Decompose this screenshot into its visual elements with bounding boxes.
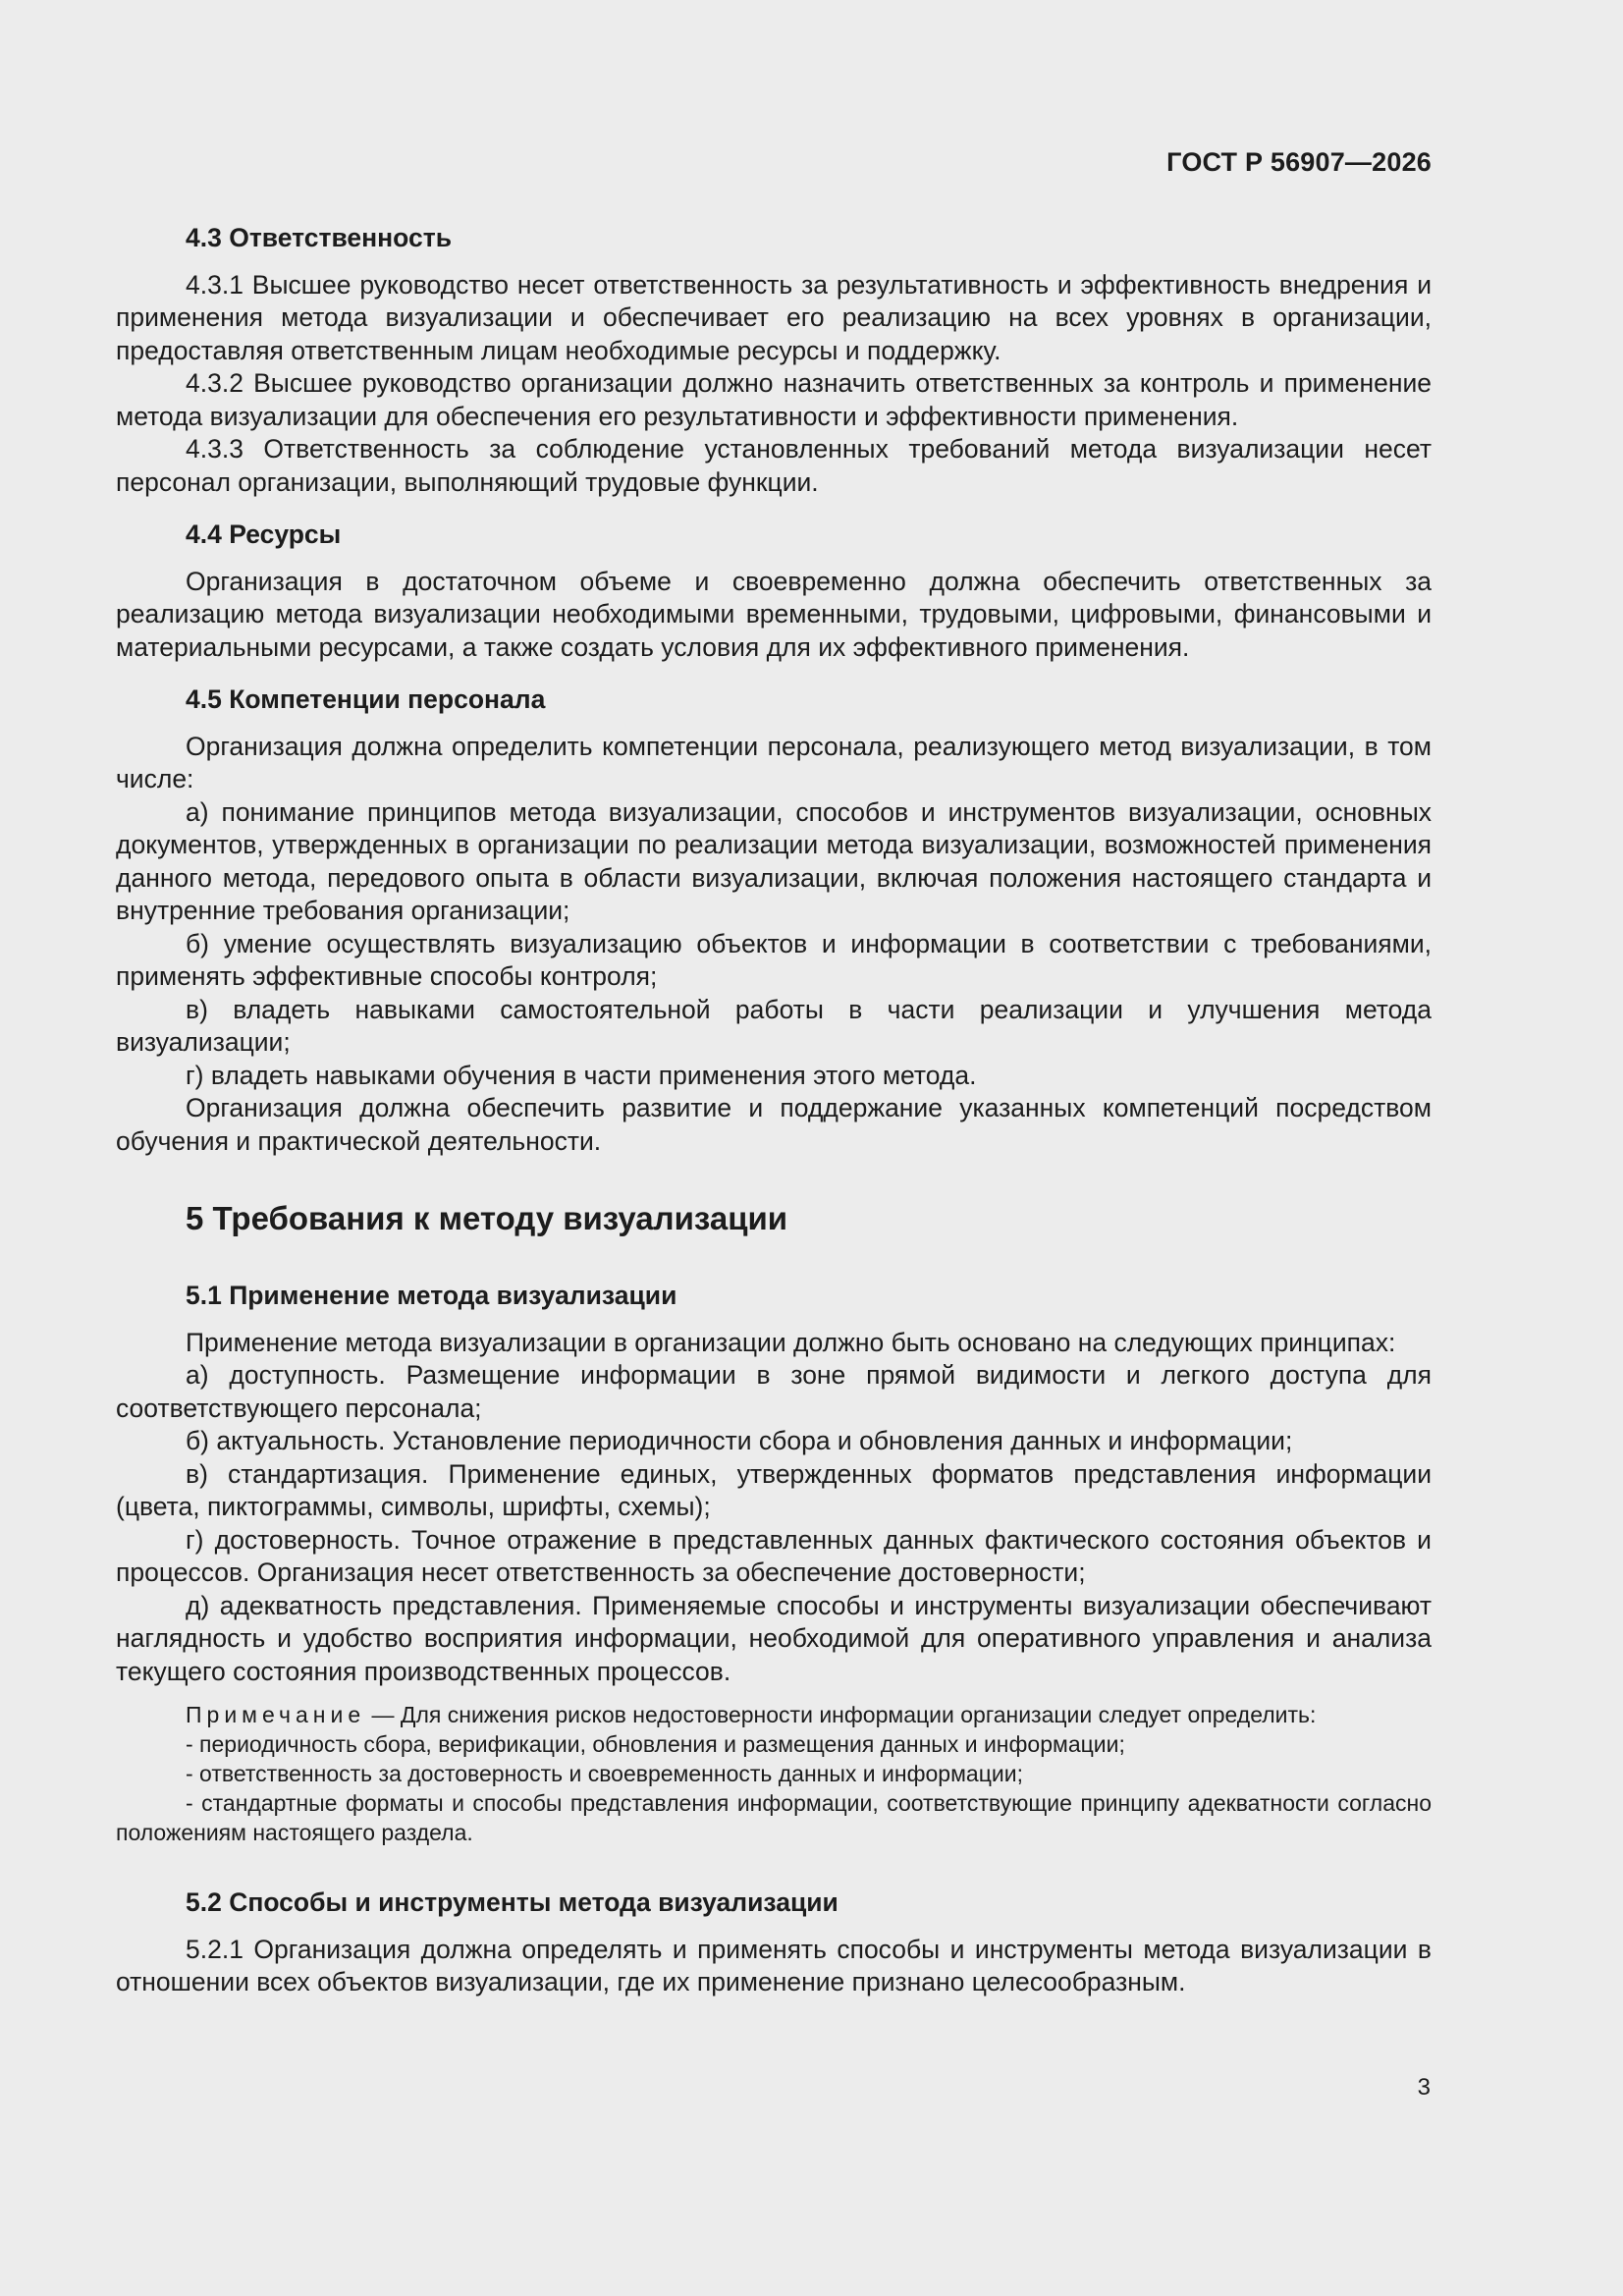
paragraph-4-5-intro: Организация должна определить компетенции персонала, реализующего метод визуализации, в том числе: <box>116 731 1432 793</box>
document-code-header: ГОСТ Р 56907—2026 <box>1166 147 1432 177</box>
paragraph-4-4: Организация в достаточном объеме и своевременно должна обеспечить ответственных за реализацию метода визуализации необходимыми временными, трудовыми, цифровыми, финансовыми и материальными ресурсами, а также создать условия для их эффективного применения. <box>116 566 1432 662</box>
section-heading-5-1: 5.1 Применение метода визуализации <box>186 1281 677 1310</box>
list-item-4-5-v: в) владеть навыками самостоятельной работы в части реализации и улучшения метода визуализации; <box>116 994 1432 1057</box>
chapter-heading-5: 5 Требования к методу визуализации <box>186 1200 788 1236</box>
list-item-5-1-a: а) доступность. Размещение информации в зоне прямой видимости и легкого доступа для соответствующего персонала; <box>116 1360 1432 1423</box>
paragraph-4-3-1: 4.3.1 Высшее руководство несет ответственность за результативность и эффективность внедрения и применения метода визуализации и обеспечивает его реализацию на всех уровнях в организации, предоставляя ответственным лицам необходимые ресурсы и поддержку. <box>116 269 1432 365</box>
note-heading <box>116 1700 1432 1729</box>
note-text: — Для снижения рисков недостоверности информации организации следует определить: <box>365 1702 1317 1727</box>
section-heading-4-5: 4.5 Компетенции персонала <box>186 684 546 714</box>
list-item-4-5-b: б) умение осуществлять визуализацию объектов и информации в соответствии с требованиями, применять эффективные способы контроля; <box>116 928 1432 991</box>
paragraph-4-3-2: 4.3.2 Высшее руководство организации должно назначить ответственных за контроль и применение метода визуализации для обеспечения его результативности и эффективности применения. <box>116 368 1432 431</box>
section-heading-5-2: 5.2 Способы и инструменты метода визуализации <box>186 1887 839 1917</box>
paragraph-4-3-3: 4.3.3 Ответственность за соблюдение установленных требований метода визуализации несет персонал организации, выполняющий трудовые функции. <box>116 434 1432 497</box>
page-number: 3 <box>1417 2074 1431 2101</box>
note-item-2: - ответственность за достоверность и своевременность данных и информации; <box>186 1761 1023 1786</box>
section-heading-4-3: 4.3 Ответственность <box>186 223 453 252</box>
list-item-5-1-v: в) стандартизация. Применение единых, утвержденных форматов представления информации (цвета, пиктограммы, символы, шрифты, схемы); <box>116 1458 1432 1521</box>
note-label: Примечание <box>186 1702 366 1727</box>
list-item-5-1-d: д) адекватность представления. Применяемые способы и инструменты визуализации обеспечивают наглядность и удобство восприятия информации, необходимой для оперативного управления и анализа текущего состояния производственных процессов. <box>116 1590 1432 1686</box>
paragraph-5-2-1: 5.2.1 Организация должна определять и применять способы и инструменты метода визуализации в отношении всех объектов визуализации, где их применение признано целесообразным. <box>116 1934 1432 1996</box>
document-body <box>116 222 1432 1999</box>
note-block <box>116 1700 1432 1847</box>
list-item-5-1-b: б) актуальность. Установление периодичности сбора и обновления данных и информации; <box>186 1426 1293 1455</box>
paragraph-4-5-outro: Организация должна обеспечить развитие и поддержание указанных компетенций посредством обучения и практической деятельности. <box>116 1093 1432 1156</box>
note-item-3: - стандартные форматы и способы представления информации, соответствующие принципу адекватности согласно положениям настоящего раздела. <box>116 1790 1432 1845</box>
paragraph-5-1-intro: Применение метода визуализации в организации должно быть основано на следующих принципах: <box>186 1327 1396 1357</box>
list-item-4-5-g: г) владеть навыками обучения в части применения этого метода. <box>186 1060 977 1090</box>
section-heading-4-4: 4.4 Ресурсы <box>186 519 342 549</box>
note-item-1: - периодичность сбора, верификации, обновления и размещения данных и информации; <box>186 1731 1125 1757</box>
list-item-4-5-a: а) понимание принципов метода визуализации, способов и инструментов визуализации, основных документов, утвержденных в организации по реализации метода визуализации, возможностей применения данного метода, передового опыта в области визуализации, включая положения настоящего стандарта и внутренние требования организации; <box>116 796 1432 925</box>
list-item-5-1-g: г) достоверность. Точное отражение в представленных данных фактического состояния объектов и процессов. Организация несет ответственность за обеспечение достоверности; <box>116 1524 1432 1587</box>
